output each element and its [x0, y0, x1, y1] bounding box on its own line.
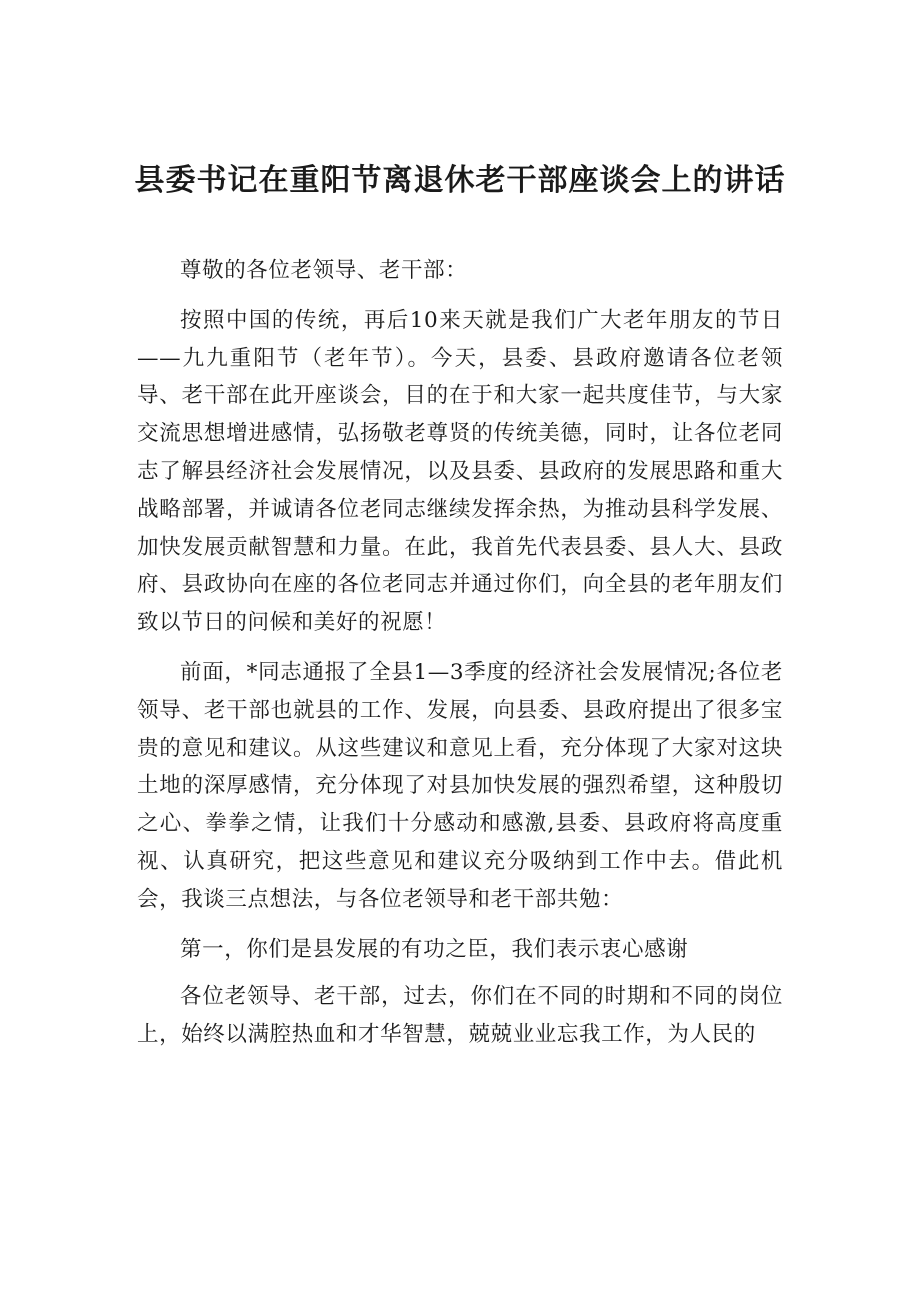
salutation: 尊敬的各位老领导、老干部：	[180, 258, 468, 283]
paragraph-feedback: 前面，*同志通报了全县1—3季度的经济社会发展情况;各位老领导、老干部也就县的工作、发展，向县委、县政府提出了很多宝贵的意见和建议。从这些建议和意见上看，充分体现了大家对这块土地的深厚感情，充分体现了对县加快发展的强烈希望，这种殷切之心、拳拳之情，让我们十分感动和感激,县委、县政府将高度重视、认真研究，把这些意见和建议充分吸纳到工作中去。借此机会，我谈三点想法，与各位老领导和老干部共勉：	[137, 659, 783, 912]
document-body	[137, 252, 783, 1066]
section-paragraph: 各位老领导、老干部，过去，你们在不同的时期和不同的岗位上，始终以满腔热血和才华智慧，兢兢业业忘我工作，为人民的	[137, 984, 783, 1048]
document-title: 县委书记在重阳节离退休老干部座谈会上的讲话	[134, 163, 786, 198]
paragraph-intro: 按照中国的传统，再后10来天就是我们广大老年朋友的节日——九九重阳节（老年节）。今天，县委、县政府邀请各位老领导、老干部在此开座谈会，目的在于和大家一起共度佳节，与大家交流思想增进感情，弘扬敬老尊贤的传统美德，同时，让各位老同志了解县经济社会发展情况，以及县委、县政府的发展思路和重大战略部署，并诚请各位老同志继续发挥余热，为推动县科学发展、加快发展贡献智慧和力量。在此，我首先代表县委、县人大、县政府、县政协向在座的各位老同志并通过你们，向全县的老年朋友们致以节日的问候和美好的祝愿！	[137, 307, 783, 636]
section-heading: 第一，你们是县发展的有功之臣，我们表示衷心感谢	[180, 936, 689, 962]
